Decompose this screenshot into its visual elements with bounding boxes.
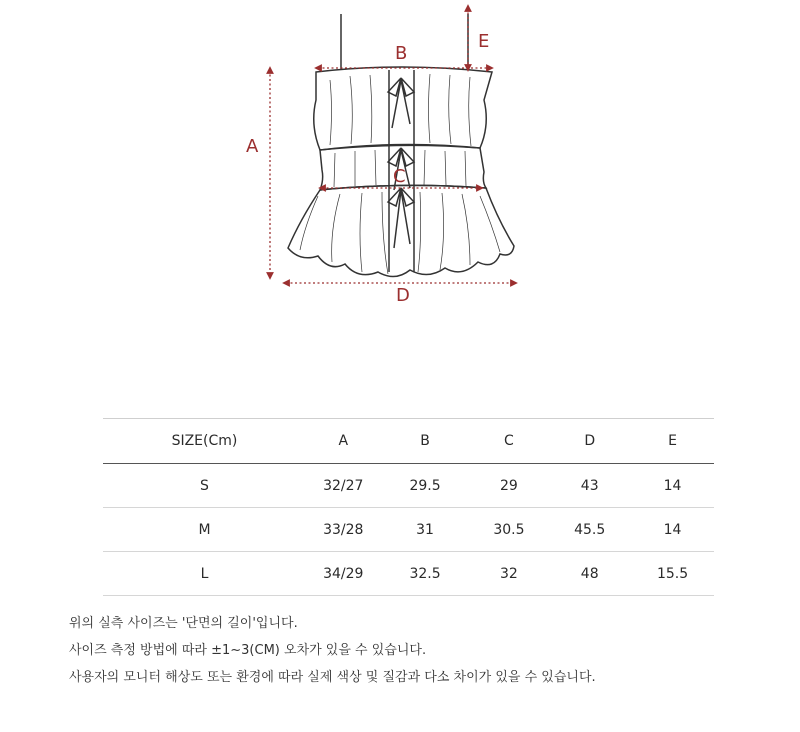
dimension-d-label: D xyxy=(396,285,410,306)
cell-a: 32/27 xyxy=(306,464,381,508)
dimension-c-label: C xyxy=(393,166,406,187)
header-a: A xyxy=(306,419,381,464)
cell-d: 48 xyxy=(548,552,631,596)
table-row xyxy=(103,464,714,508)
cell-d: 45.5 xyxy=(548,508,631,552)
cell-size: L xyxy=(103,552,306,596)
cell-c: 30.5 xyxy=(470,508,549,552)
measurement-notes xyxy=(69,610,596,691)
cell-e: 15.5 xyxy=(631,552,714,596)
header-e: E xyxy=(631,419,714,464)
table-row xyxy=(103,552,714,596)
garment-diagram xyxy=(0,0,800,320)
cell-c: 29 xyxy=(470,464,549,508)
header-size: SIZE(Cm) xyxy=(103,419,306,464)
cell-b: 32.5 xyxy=(381,552,470,596)
note-line: 위의 실측 사이즈는 '단면의 길이'입니다. xyxy=(69,616,298,631)
peplum xyxy=(288,185,514,276)
header-d: D xyxy=(548,419,631,464)
dimension-a-label: A xyxy=(246,136,259,157)
cell-d: 43 xyxy=(548,464,631,508)
cell-e: 14 xyxy=(631,464,714,508)
cell-a: 33/28 xyxy=(306,508,381,552)
cell-a: 34/29 xyxy=(306,552,381,596)
table-row xyxy=(103,508,714,552)
cell-b: 29.5 xyxy=(381,464,470,508)
cell-size: S xyxy=(103,464,306,508)
bow-top xyxy=(388,78,414,128)
header-c: C xyxy=(470,419,549,464)
size-table xyxy=(103,418,714,596)
table-header-row xyxy=(103,419,714,464)
dimension-b-label: B xyxy=(395,43,408,64)
cell-c: 32 xyxy=(470,552,549,596)
cell-b: 31 xyxy=(381,508,470,552)
header-b: B xyxy=(381,419,470,464)
cell-size: M xyxy=(103,508,306,552)
cell-e: 14 xyxy=(631,508,714,552)
note-line: 사용자의 모니터 해상도 또는 환경에 따라 실제 색상 및 질감과 다소 차이가 있을 수 있습니다. xyxy=(69,670,596,685)
bow-bottom xyxy=(388,188,414,248)
dimension-e-label: E xyxy=(478,31,490,52)
note-line: 사이즈 측정 방법에 따라 ±1~3(CM) 오차가 있을 수 있습니다. xyxy=(69,643,427,658)
